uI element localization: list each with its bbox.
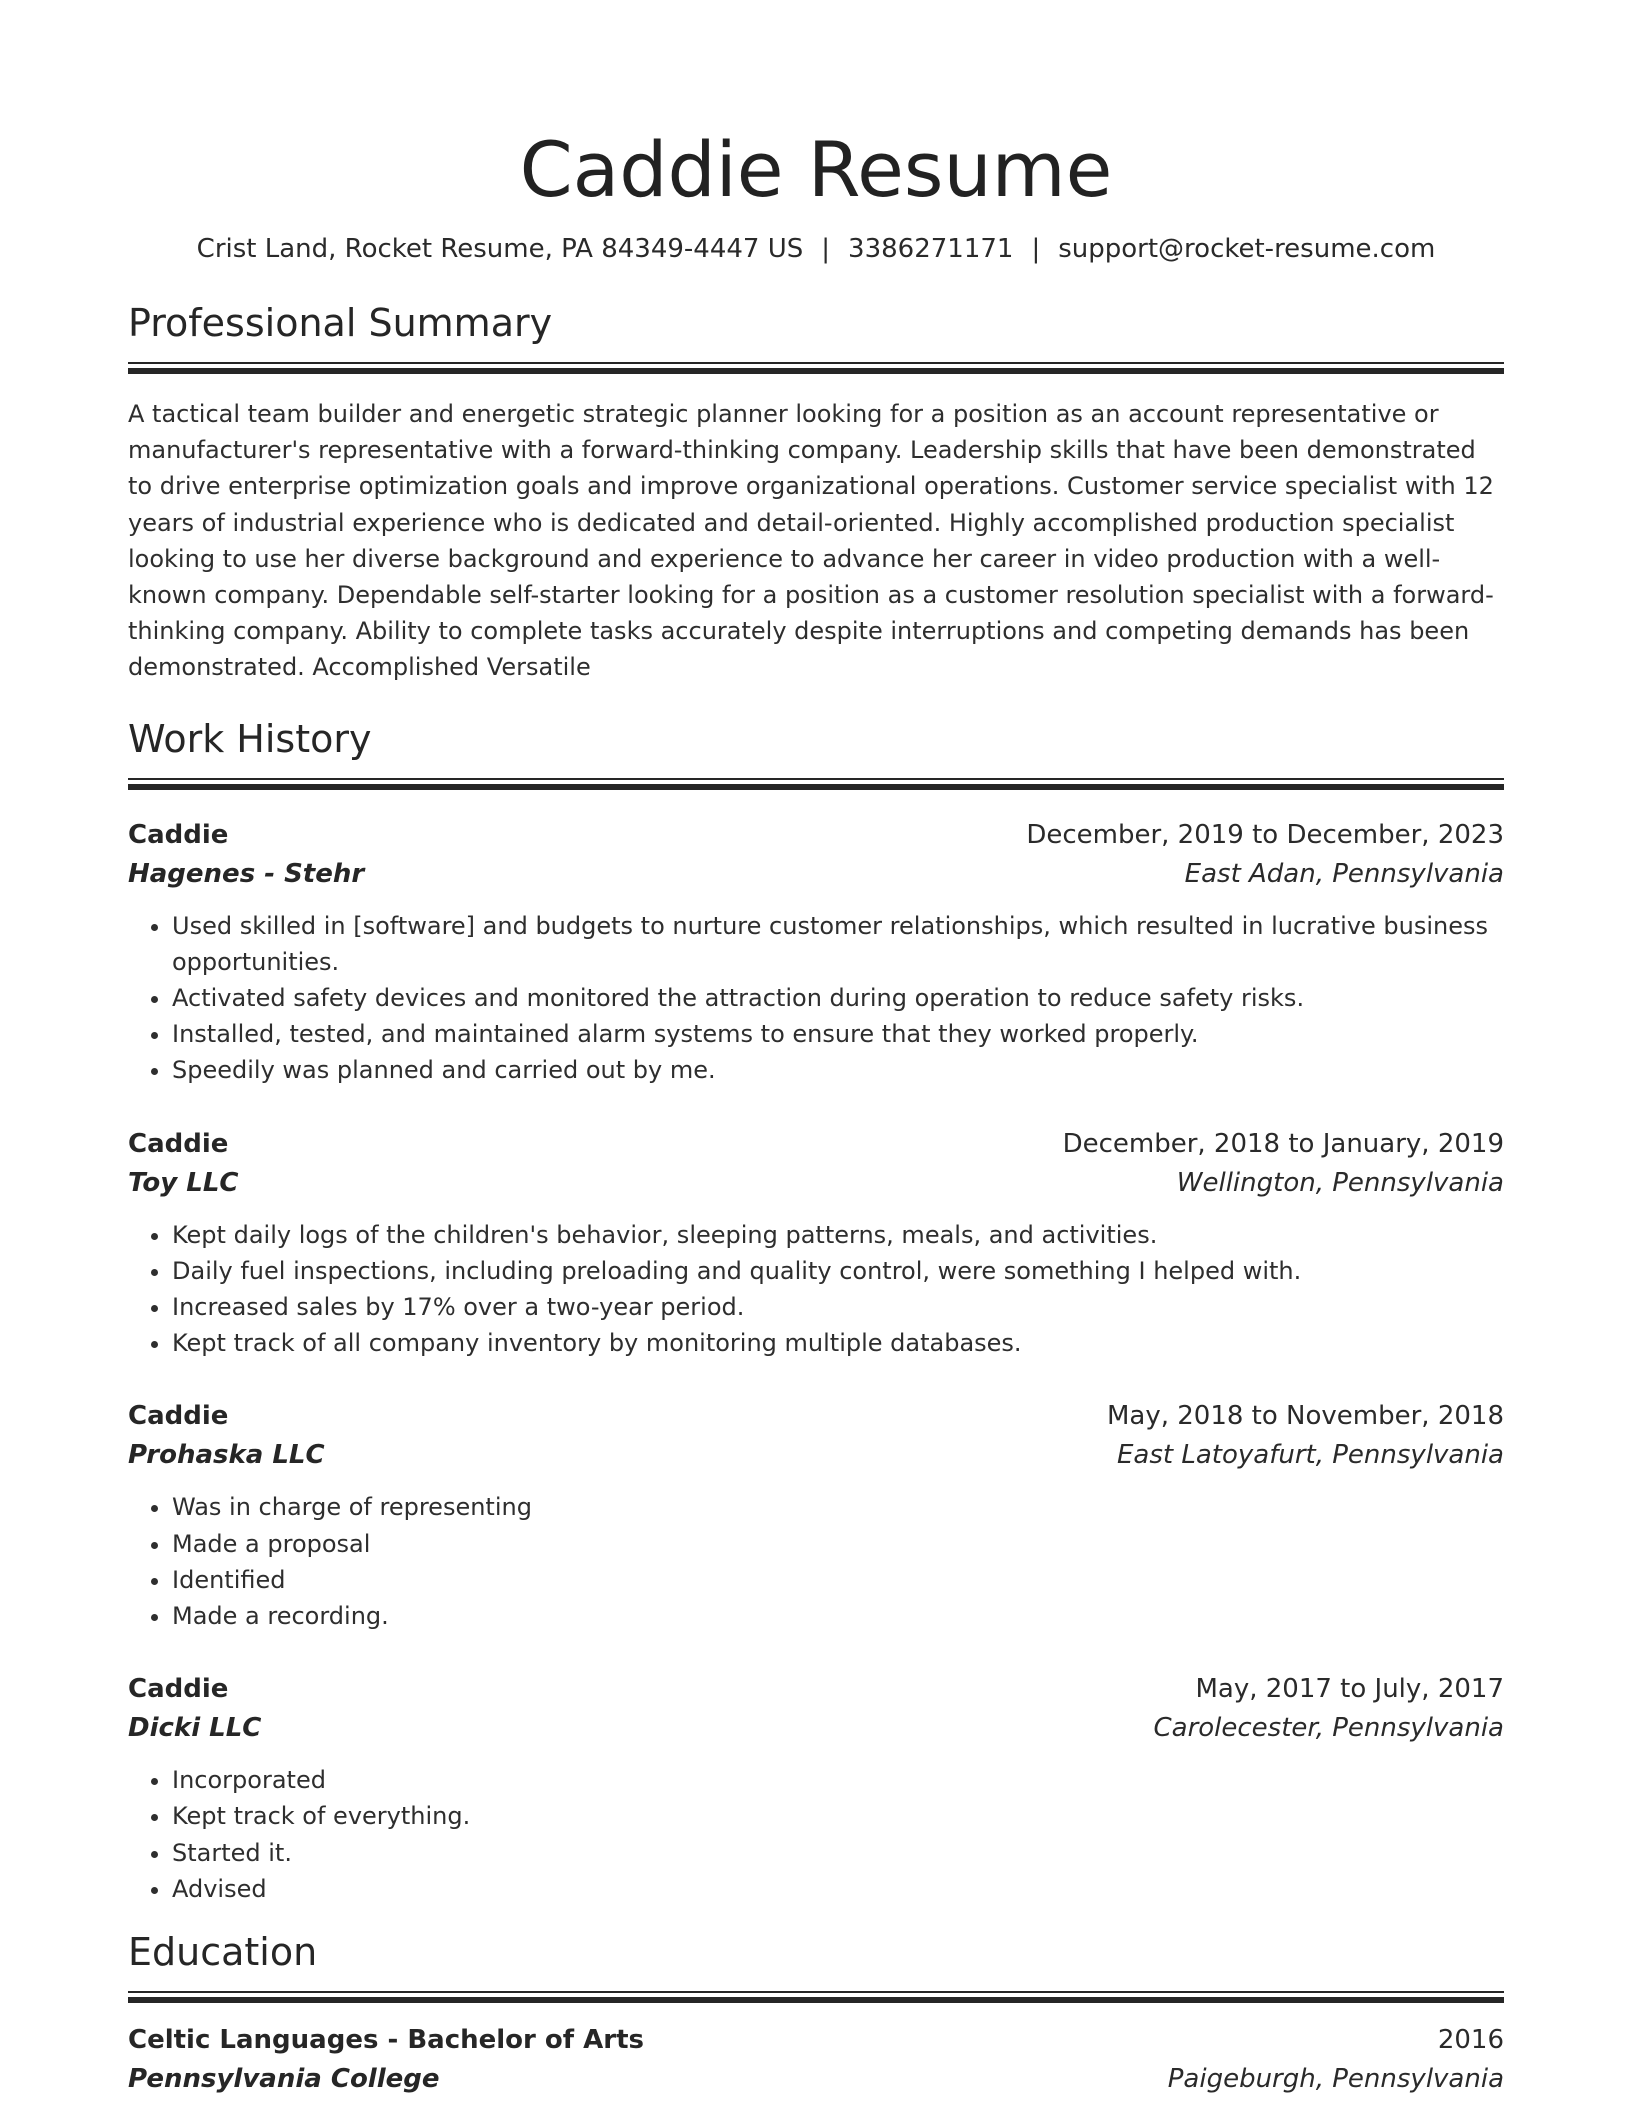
education-school: Pennsylvania College xyxy=(128,2064,440,2095)
job-bullet: • Increased sales by 17% over a two-year period. xyxy=(172,1289,1504,1325)
contact-address: Crist Land, Rocket Resume, PA 84349-4447 US xyxy=(196,234,804,264)
job-bullets xyxy=(128,1217,1504,1362)
job-entry xyxy=(128,1670,1504,1907)
summary-text: A tactical team builder and energetic strategic planner looking for a position as an account representative or manufacturer's representative with a forward-thinking company. Leadership skills that have been demonstrated to drive enterprise optimization goals and improve organizational operations. Customer service specialist with 12 years of industrial experience who is dedicated and detail-oriented. Highly accomplished production specialist looking to use her diverse background and experience to advance her career in video production with a well-known company. Dependable self-starter looking for a position as a customer resolution specialist with a forward-thinking company. Ability to complete tasks accurately despite interruptions and competing demands has been demonstrated. Accomplished Versatile xyxy=(128,400,1494,682)
job-employer: Hagenes - Stehr xyxy=(128,858,365,889)
work-history-section xyxy=(128,714,1504,1907)
job-bullets xyxy=(128,1489,1504,1634)
education-entry xyxy=(128,2021,1504,2099)
job-location: Carolecester, Pennsylvania xyxy=(1153,1713,1504,1744)
job-dates: December, 2018 to January, 2019 xyxy=(1062,1128,1504,1159)
contact-email: support@rocket-resume.com xyxy=(1058,234,1436,264)
job-bullet: • Made a recording. xyxy=(172,1598,1504,1634)
section-divider xyxy=(128,778,1504,780)
summary-section xyxy=(128,298,1504,686)
job-bullet: • Activated safety devices and monitored the attraction during operation to reduce safety risks. xyxy=(172,980,1504,1016)
contact-separator: | xyxy=(1031,234,1041,264)
job-dates: May, 2017 to July, 2017 xyxy=(1195,1674,1504,1705)
job-bullet: • Was in charge of representing xyxy=(172,1489,1504,1525)
job-bullet: • Identified xyxy=(172,1562,1504,1598)
job-employer: Prohaska LLC xyxy=(128,1440,325,1471)
education-heading: Education xyxy=(128,1930,318,1975)
education-section xyxy=(128,1927,1504,2099)
education-year: 2016 xyxy=(1437,2025,1504,2056)
job-bullets xyxy=(128,908,1504,1089)
job-dates: December, 2019 to December, 2023 xyxy=(1026,819,1504,850)
job-title: Caddie xyxy=(128,1674,229,1705)
job-location: Wellington, Pennsylvania xyxy=(1176,1167,1504,1198)
job-bullet: • Speedily was planned and carried out by me. xyxy=(172,1052,1504,1088)
job-entry xyxy=(128,1397,1504,1634)
job-employer: Toy LLC xyxy=(128,1167,239,1198)
job-bullets xyxy=(128,1762,1504,1907)
job-bullet: • Kept track of all company inventory by monitoring multiple databases. xyxy=(172,1325,1504,1361)
job-title: Caddie xyxy=(128,1401,229,1432)
job-bullet: • Kept daily logs of the children's behavior, sleeping patterns, meals, and activities. xyxy=(172,1217,1504,1253)
job-bullet: • Used skilled in [software] and budgets to nurture customer relationships, which resulted in lucrative business opportunities. xyxy=(172,908,1504,980)
contact-separator: | xyxy=(821,234,831,264)
work-history-heading: Work History xyxy=(128,716,372,761)
job-employer: Dicki LLC xyxy=(128,1713,262,1744)
job-bullet: • Made a proposal xyxy=(172,1526,1504,1562)
job-bullet: • Advised xyxy=(172,1871,1504,1907)
contact-line xyxy=(128,232,1504,266)
job-bullet: • Installed, tested, and maintained alarm systems to ensure that they worked properly. xyxy=(172,1016,1504,1052)
job-dates: May, 2018 to November, 2018 xyxy=(1106,1401,1504,1432)
job-entry xyxy=(128,816,1504,1089)
job-bullet: • Started it. xyxy=(172,1835,1504,1871)
job-location: East Adan, Pennsylvania xyxy=(1184,858,1504,889)
job-title: Caddie xyxy=(128,1128,229,1159)
job-bullet: • Daily fuel inspections, including preloading and quality control, were something I helped with. xyxy=(172,1253,1504,1289)
candidate-name: Caddie Resume xyxy=(519,125,1113,214)
summary-heading: Professional Summary xyxy=(128,301,553,345)
job-bullet: • Incorporated xyxy=(172,1762,1504,1798)
job-entry xyxy=(128,1125,1504,1362)
job-location: East Latoyafurt, Pennsylvania xyxy=(1117,1440,1504,1471)
contact-phone: 3386271171 xyxy=(848,234,1014,264)
education-location: Paigeburgh, Pennsylvania xyxy=(1167,2064,1504,2095)
job-title: Caddie xyxy=(128,819,229,850)
education-degree: Celtic Languages - Bachelor of Arts xyxy=(128,2025,644,2056)
job-bullet: • Kept track of everything. xyxy=(172,1798,1504,1834)
section-divider xyxy=(128,1991,1504,1993)
section-divider xyxy=(128,362,1504,364)
